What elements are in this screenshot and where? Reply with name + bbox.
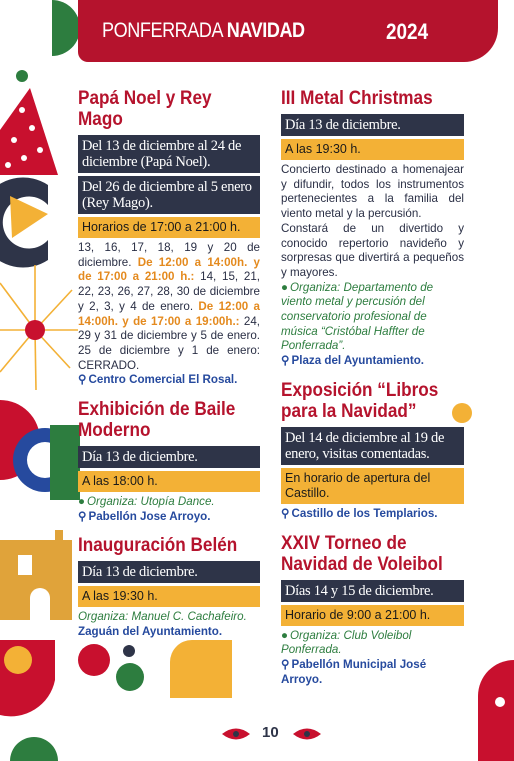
map-pin-icon: ⚲ xyxy=(281,354,290,368)
date-bar: Del 26 de diciembre al 5 enero (Rey Mago). xyxy=(78,176,260,214)
event-title: Papá Noel y Rey Mago xyxy=(78,87,212,130)
event-title: III Metal Christmas xyxy=(281,87,433,109)
time-bar: A las 18:00 h. xyxy=(78,471,260,492)
date-bar: Del 14 de diciembre al 19 de enero, visitas comentadas. xyxy=(281,427,464,465)
event-papa-noel xyxy=(78,88,260,388)
schedule-days-2: 14, 15, 21, 22, 23, 26, 27, 28, 30 de diciembre y 2, 3, y 4 de enero. xyxy=(78,270,260,313)
event-title: XXIV Torneo de Navidad de Voleibol xyxy=(281,531,443,575)
location-text: Pabellón Municipal José Arroyo. xyxy=(281,657,427,686)
time-bar: A las 19:30 h. xyxy=(78,586,260,607)
map-pin-icon: ⚲ xyxy=(281,657,290,671)
decorative-shapes-bottom xyxy=(70,640,270,720)
decorative-shapes-left xyxy=(0,0,80,761)
schedule-text xyxy=(78,241,260,373)
schedule-highlight: De 12:00 a 14:00h. y de 17:00 a 19:00h.: xyxy=(78,299,260,328)
event-location xyxy=(78,373,260,388)
map-pin-icon: ⚲ xyxy=(78,373,87,387)
event-libros xyxy=(281,380,464,522)
event-description: Concierto destinado a homenajear y difundir, todos los instrumentos pertenecientes a la familia del viento metal y la percusión. xyxy=(281,163,464,221)
brand-plain: PONFERRADA xyxy=(102,19,223,42)
map-pin-icon: ⚲ xyxy=(78,509,87,523)
event-organizer: Organiza: Manuel C. Cachafeiro. xyxy=(78,610,247,624)
organizer-text: Organiza: Utopía Dance. xyxy=(87,495,215,509)
event-title: Exposición “Libros para la Navidad” xyxy=(281,378,439,422)
header-year: 2024 xyxy=(386,19,429,44)
schedule-days-1: 13, 16, 17, 18, 19 y 20 de diciembre. xyxy=(78,241,260,269)
event-title: Exhibición de Baile Moderno xyxy=(78,398,236,442)
right-column xyxy=(281,88,464,698)
location-text: Plaza del Ayuntamiento. xyxy=(291,354,424,368)
person-icon: ● xyxy=(281,280,289,294)
event-location xyxy=(281,354,464,369)
event-organizer xyxy=(281,281,464,355)
event-location: Zaguán del Ayuntamiento. xyxy=(78,625,223,639)
date-bar: Día 13 de diciembre. xyxy=(281,114,464,136)
event-location xyxy=(281,658,464,687)
schedule-days-3: 24, 29 y 31 de diciembre y 5 de enero. 25 de diciembre y 1 de enero: CERRADO. xyxy=(78,314,260,372)
location-text: Castillo de los Templarios. xyxy=(291,506,438,520)
date-bar: Día 13 de diciembre. xyxy=(78,561,260,583)
event-location xyxy=(78,510,260,525)
brand-bold: NAVIDAD xyxy=(226,19,305,42)
date-bar: Del 13 de diciembre al 24 de diciembre (Papá Noel). xyxy=(78,135,260,173)
event-description: Constará de un divertido y conocido repertorio navideño y sorpresas que divertirá a pequeños y mayores. xyxy=(281,221,464,279)
organizer-text: Organiza: Club Voleibol Ponferrada. xyxy=(281,628,412,657)
date-bar: Día 13 de diciembre. xyxy=(78,446,260,468)
map-pin-icon: ⚲ xyxy=(281,506,290,520)
organizer-text: Organiza: Departamento de viento metal y percusión del conservatorio profesional de música “Cristóbal Haffter de Ponferrada”. xyxy=(281,280,434,353)
event-voleibol xyxy=(281,533,464,688)
page-ornament-right-icon xyxy=(293,727,321,741)
person-icon: ● xyxy=(78,495,86,509)
person-icon: ● xyxy=(281,628,289,642)
time-bar: Horarios de 17:00 a 21:00 h. xyxy=(78,217,260,238)
time-bar: A las 19:30 h. xyxy=(281,139,464,160)
header-brand xyxy=(102,19,305,43)
date-bar: Días 14 y 15 de diciembre. xyxy=(281,580,464,602)
page-ornament-left-icon xyxy=(222,727,250,741)
page-number: 10 xyxy=(262,724,279,741)
event-belen xyxy=(78,535,260,639)
event-organizer xyxy=(281,629,464,658)
location-text: Pabellón Jose Arroyo. xyxy=(88,509,211,523)
schedule-highlight: De 12:00 a 14:00h. y de 17:00 a 21:00 h.: xyxy=(78,255,260,284)
event-baile xyxy=(78,399,260,524)
time-bar: Horario de 9:00 a 21:00 h. xyxy=(281,605,464,626)
left-column xyxy=(78,88,260,651)
location-text: Centro Comercial El Rosal. xyxy=(88,373,238,387)
event-title: Inauguración Belén xyxy=(78,534,238,557)
event-location xyxy=(281,507,464,522)
event-metal-christmas xyxy=(281,88,464,369)
time-bar: En horario de apertura del Castillo. xyxy=(281,468,464,504)
event-organizer xyxy=(78,495,260,510)
